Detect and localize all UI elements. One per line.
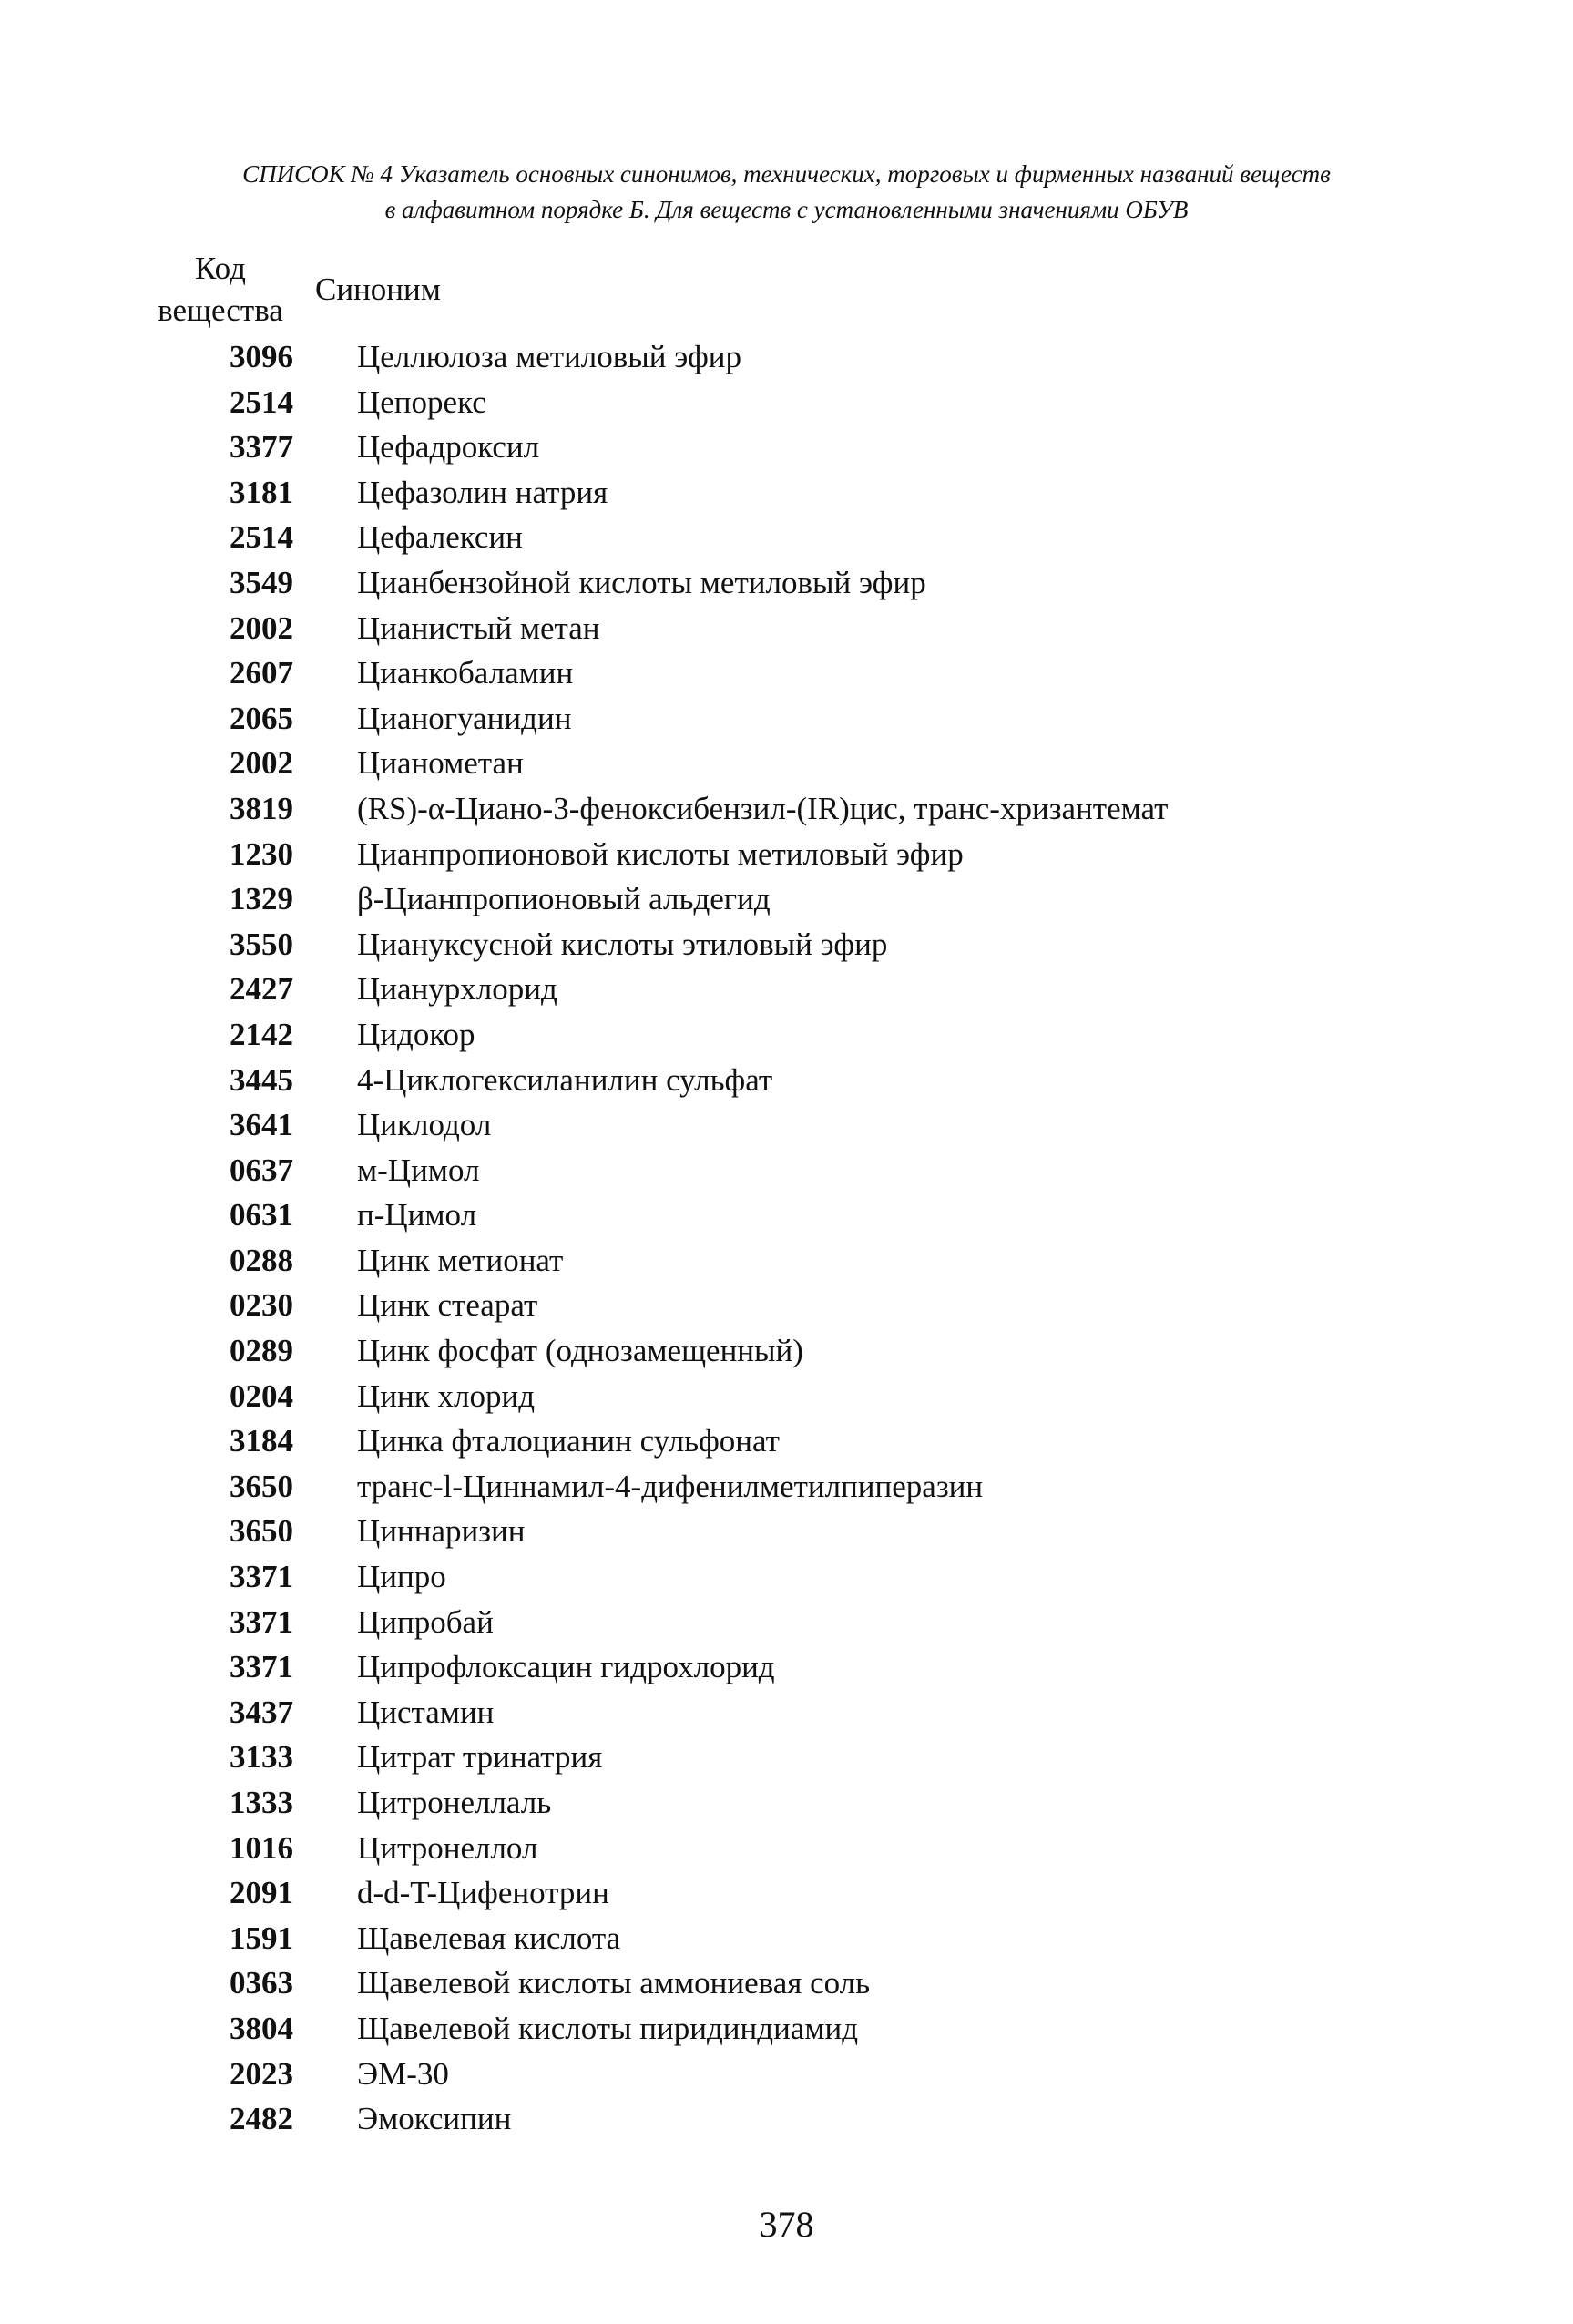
- synonym-name: Ципробай: [357, 1603, 494, 1640]
- synonym-name: Цинк хлорид: [357, 1377, 535, 1414]
- table-row: [137, 1830, 1412, 1876]
- table-row: [137, 1739, 1412, 1785]
- table-row: [137, 339, 1412, 384]
- substance-code: 3445: [230, 1061, 293, 1098]
- table-row: [137, 1965, 1412, 2011]
- synonym-name: Циануксусной кислоты этиловый эфир: [357, 926, 888, 962]
- table-row: [137, 701, 1412, 746]
- synonym-name: Циклодол: [357, 1107, 492, 1143]
- substance-code: 3437: [230, 1694, 293, 1730]
- synonym-name: Цианистый метан: [357, 609, 600, 646]
- table-row: [137, 1875, 1412, 1920]
- code-header-line-1: Код: [195, 251, 246, 286]
- synonym-name: Щавелевой кислоты пиридиндиамид: [357, 2010, 859, 2046]
- synonym-name: Цианурхлорид: [357, 971, 557, 1008]
- synonym-name: Цитронеллаль: [357, 1785, 552, 1820]
- table-row: [137, 1469, 1412, 1514]
- substance-code: 3804: [230, 2010, 293, 2046]
- synonym-table: [137, 246, 1412, 2146]
- synonym-name: Цианогуанидин: [357, 700, 572, 736]
- substance-code: 1230: [230, 835, 293, 872]
- table-row: [137, 565, 1412, 610]
- substance-code: 3096: [230, 339, 293, 374]
- table-row: [137, 1287, 1412, 1333]
- synonym-name: Щавелевая кислота: [357, 1920, 621, 1956]
- substance-code: 0637: [230, 1152, 293, 1188]
- substance-code: 2427: [230, 971, 293, 1008]
- table-row: [137, 927, 1412, 972]
- substance-code: 3371: [230, 1559, 293, 1595]
- table-row: [137, 1062, 1412, 1108]
- substance-code: 3133: [230, 1739, 293, 1776]
- substance-code: 3371: [230, 1649, 293, 1685]
- header-line-1: СПИСОК № 4 Указатель основных синонимов, технических, торговых и фирменных названий веществ: [242, 160, 1331, 188]
- synonym-name: Цистамин: [357, 1694, 495, 1730]
- table-row: [137, 1649, 1412, 1694]
- synonym-name: Цефазолин натрия: [357, 474, 608, 510]
- table-row: [137, 2101, 1412, 2146]
- substance-code: 0631: [230, 1197, 293, 1234]
- substance-code: 3377: [230, 429, 293, 466]
- substance-code: 3819: [230, 790, 293, 826]
- substance-code: 3181: [230, 474, 293, 510]
- substance-code: 3550: [230, 926, 293, 962]
- table-row: [137, 1197, 1412, 1243]
- table-row: [137, 1243, 1412, 1288]
- synonym-name: м-Цимол: [357, 1152, 480, 1188]
- table-row: [137, 1694, 1412, 1740]
- substance-code: 1591: [230, 1920, 293, 1956]
- substance-code: 0363: [230, 1965, 293, 2002]
- table-row: [137, 1604, 1412, 1650]
- synonym-name: Цианометан: [357, 745, 524, 782]
- table-row: [137, 971, 1412, 1017]
- synonym-name: d-d-T-Цифенотрин: [357, 1875, 609, 1911]
- synonym-name: Цепорекс: [357, 384, 486, 420]
- table-row: [137, 519, 1412, 565]
- table-body: [137, 339, 1412, 2146]
- substance-code: 0289: [230, 1333, 293, 1369]
- substance-code: 3650: [230, 1468, 293, 1504]
- synonym-name: (RS)-α-Циано-3-феноксибензил-(IR)цис, транс-хризантемат: [357, 790, 1169, 826]
- substance-code: 0230: [230, 1287, 293, 1324]
- synonym-name: Цианбензойной кислоты метиловый эфир: [357, 564, 926, 600]
- table-row: [137, 655, 1412, 701]
- substance-code: 2023: [230, 2055, 293, 2092]
- table-header: [137, 246, 1412, 333]
- synonym-column-header: Синоним: [315, 271, 441, 307]
- substance-code: 1329: [230, 881, 293, 917]
- substance-code: 0204: [230, 1377, 293, 1414]
- table-row: [137, 791, 1412, 836]
- table-row: [137, 1333, 1412, 1378]
- synonym-name: Цинк стеарат: [357, 1287, 538, 1324]
- table-row: [137, 2011, 1412, 2056]
- substance-code: 2514: [230, 519, 293, 556]
- synonym-name: п-Цимол: [357, 1197, 477, 1234]
- synonym-name: Цинк метионат: [357, 1242, 564, 1278]
- synonym-name: транс-l-Циннамил-4-дифенилметилпиперазин: [357, 1468, 984, 1504]
- synonym-name: Цинка фталоцианин сульфонат: [357, 1423, 780, 1459]
- substance-code: 3549: [230, 564, 293, 600]
- substance-code: 0288: [230, 1242, 293, 1278]
- substance-code: 2065: [230, 700, 293, 736]
- substance-code: 2002: [230, 609, 293, 646]
- table-row: [137, 1920, 1412, 1966]
- table-row: [137, 2056, 1412, 2102]
- table-row: [137, 475, 1412, 520]
- substance-code: 2091: [230, 1875, 293, 1911]
- synonym-name: ЭМ-30: [357, 2055, 449, 2092]
- substance-code: 2002: [230, 745, 293, 782]
- substance-code: 2482: [230, 2101, 293, 2137]
- synonym-name: Ципро: [357, 1559, 446, 1595]
- header-line-2: в алфавитном порядке Б. Для веществ с установленными значениями ОБУВ: [384, 196, 1189, 223]
- synonym-name: Цианпропионовой кислоты метиловый эфир: [357, 835, 964, 872]
- synonym-name: Цефадроксил: [357, 429, 540, 466]
- substance-code: 2514: [230, 384, 293, 420]
- synonym-name: Цидокор: [357, 1016, 475, 1052]
- substance-code: 3184: [230, 1423, 293, 1459]
- synonym-name: Эмоксипин: [357, 2101, 512, 2137]
- substance-code: 3371: [230, 1603, 293, 1640]
- page-header: [0, 157, 1573, 228]
- synonym-name: Цитронеллол: [357, 1829, 538, 1866]
- synonym-name: 4-Циклогексиланилин сульфат: [357, 1061, 773, 1098]
- table-row: [137, 881, 1412, 927]
- table-row: [137, 836, 1412, 882]
- table-row: [137, 610, 1412, 656]
- substance-code: 2607: [230, 655, 293, 691]
- synonym-name: Цианкобаламин: [357, 655, 574, 691]
- substance-code: 2142: [230, 1016, 293, 1052]
- page-number: 378: [759, 2204, 814, 2245]
- synonym-name: β-Цианпропионовый альдегид: [357, 881, 771, 917]
- table-row: [137, 1423, 1412, 1469]
- substance-code: 1333: [230, 1785, 293, 1820]
- table-row: [137, 1559, 1412, 1604]
- synonym-name: Целлюлоза метиловый эфир: [357, 339, 742, 374]
- substance-code: 3641: [230, 1107, 293, 1143]
- synonym-name: Цефалексин: [357, 519, 523, 556]
- code-column-header: [137, 248, 304, 332]
- substance-code: 3650: [230, 1513, 293, 1550]
- table-row: [137, 1785, 1412, 1830]
- table-row: [137, 1017, 1412, 1062]
- table-row: [137, 1513, 1412, 1559]
- substance-code: 1016: [230, 1829, 293, 1866]
- synonym-name: Циннаризин: [357, 1513, 526, 1550]
- synonym-name: Щавелевой кислоты аммониевая соль: [357, 1965, 871, 2002]
- table-row: [137, 745, 1412, 791]
- synonym-name: Цитрат тринатрия: [357, 1739, 603, 1776]
- synonym-name: Ципрофлоксацин гидрохлорид: [357, 1649, 775, 1685]
- table-row: [137, 429, 1412, 475]
- table-row: [137, 1107, 1412, 1152]
- synonym-name: Цинк фосфат (однозамещенный): [357, 1333, 803, 1369]
- code-header-line-2: вещества: [158, 292, 283, 328]
- table-row: [137, 384, 1412, 430]
- table-row: [137, 1378, 1412, 1424]
- table-row: [137, 1152, 1412, 1198]
